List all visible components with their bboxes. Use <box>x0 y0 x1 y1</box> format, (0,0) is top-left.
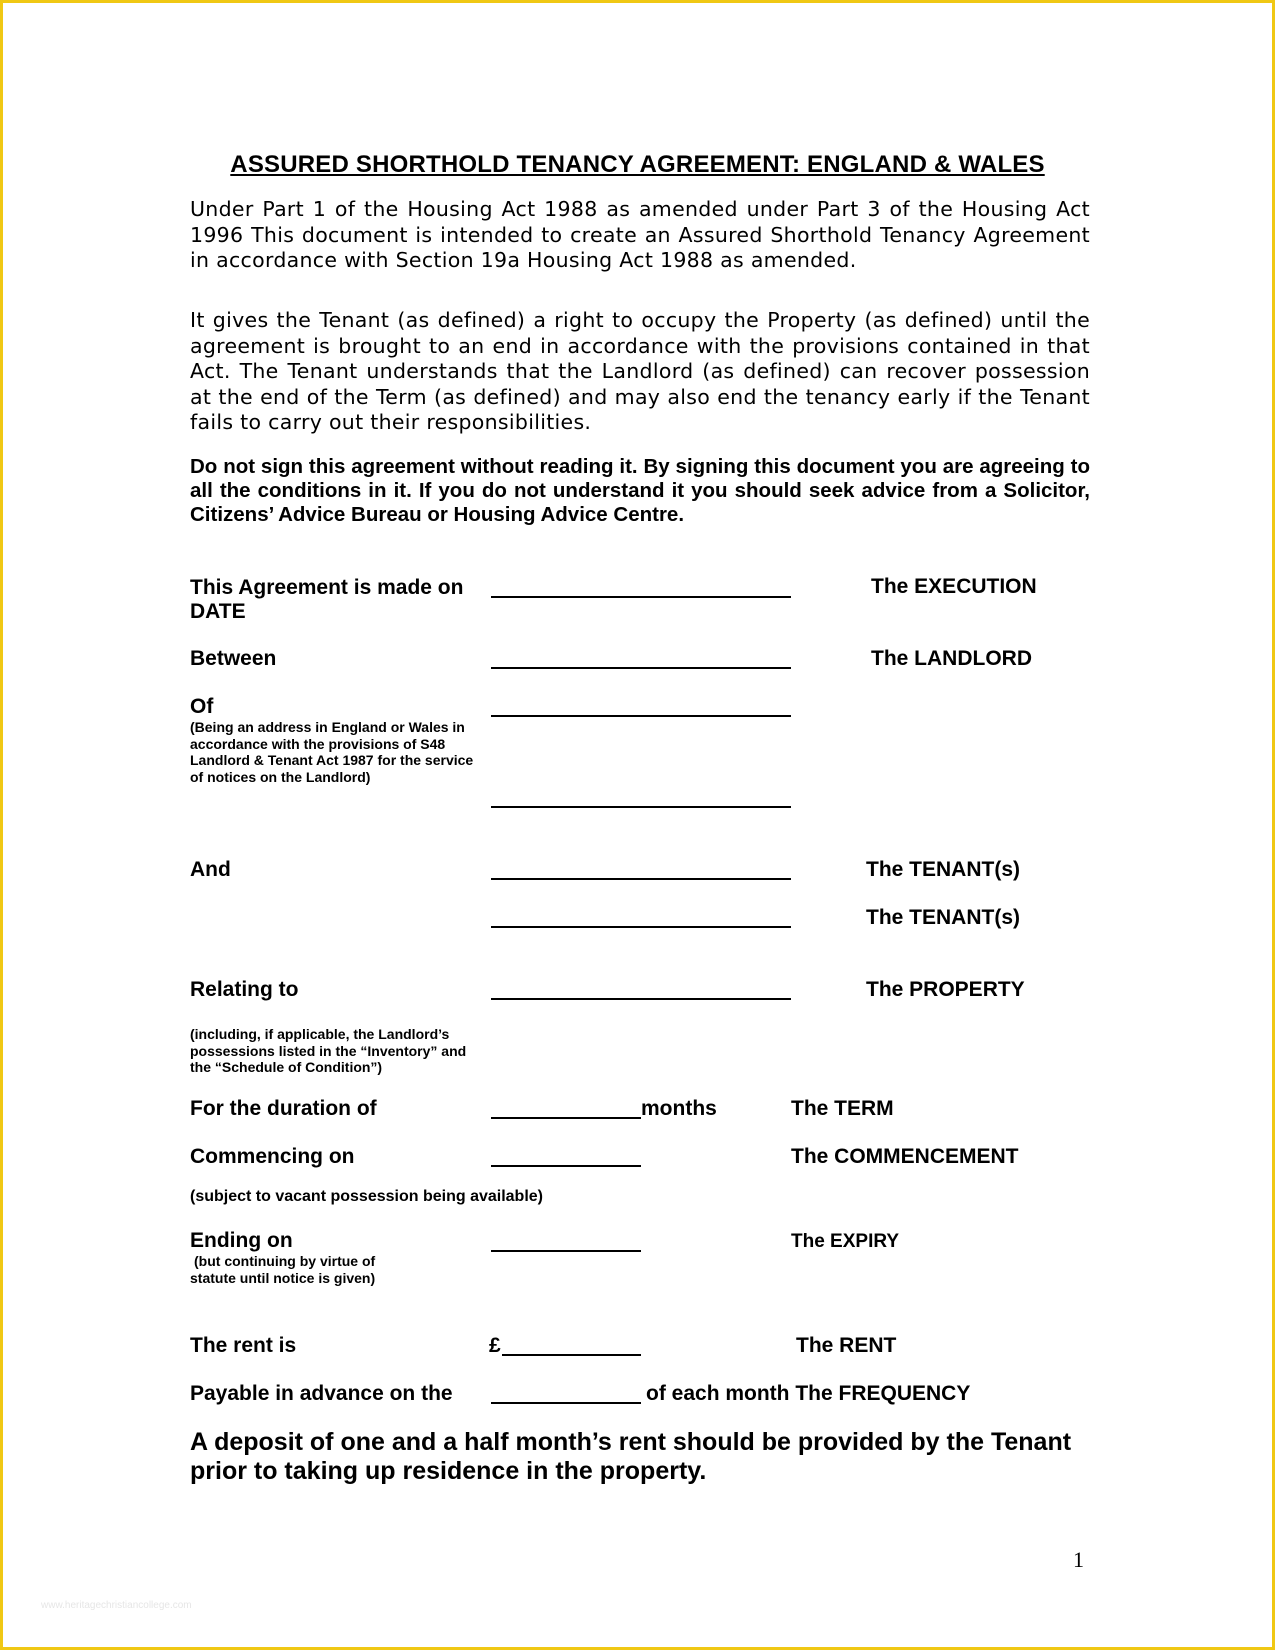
rent-label: The rent is <box>190 1334 297 1357</box>
between-label: Between <box>190 647 277 670</box>
currency-symbol: £ <box>489 1334 501 1357</box>
and-label: And <box>190 858 231 881</box>
page-number: 1 <box>1073 1547 1084 1572</box>
rent-line[interactable] <box>502 1354 641 1356</box>
address-line-2[interactable] <box>491 806 791 808</box>
ending-note-line-1: (but continuing by virtue of <box>194 1253 376 1269</box>
commencing-label: Commencing on <box>190 1145 355 1168</box>
commencement-line[interactable] <box>491 1165 641 1167</box>
duration-line[interactable] <box>491 1117 641 1119</box>
relating-to-label: Relating to <box>190 978 299 1001</box>
frequency-line[interactable] <box>491 1402 641 1404</box>
date-line[interactable] <box>491 596 791 598</box>
payable-label: Payable in advance on the <box>190 1382 453 1405</box>
date-label: DATE <box>190 600 246 623</box>
made-on-label: This Agreement is made on <box>190 576 464 599</box>
months-label: months <box>641 1097 717 1120</box>
deposit-notice: A deposit of one and a half month’s rent should be provided by the Tenant prior to taking up residence in the property. <box>190 1428 1072 1485</box>
commencement-term: The COMMENCEMENT <box>791 1145 1019 1168</box>
landlord-line[interactable] <box>491 667 791 669</box>
frequency-term: of each month The FREQUENCY <box>646 1382 971 1405</box>
expiry-line[interactable] <box>491 1250 641 1252</box>
property-term: The PROPERTY <box>866 978 1025 1001</box>
watermark: www.heritagechristiancollege.com <box>41 1600 192 1611</box>
vacant-possession-note: (subject to vacant possession being available) <box>190 1188 543 1205</box>
tenant-term-1: The TENANT(s) <box>866 858 1020 881</box>
execution-term: The EXECUTION <box>871 575 1037 598</box>
ending-note-line-2: statute until notice is given) <box>190 1270 376 1286</box>
property-note: (including, if applicable, the Landlord’s possessions listed in the “Inventory” and the “Schedule of Condition”) <box>190 1026 467 1075</box>
tenant-term-2: The TENANT(s) <box>866 906 1020 929</box>
tenant-line-1[interactable] <box>491 878 791 880</box>
property-line[interactable] <box>491 998 791 1000</box>
address-line-1[interactable] <box>491 715 791 717</box>
term-term: The TERM <box>791 1097 894 1120</box>
intro-paragraph-2: It gives the Tenant (as defined) a right to occupy the Property (as defined) until the agreement is brought to an end in accordance with the provisions contained in that Act. The Tenant understands that the Landlord (as defined) can recover possession at the end of the Term (as defined) and may also end the tenancy early if the Tenant fails to carry out their responsibilities. <box>190 308 1090 434</box>
ending-label: Ending on <box>190 1229 293 1252</box>
expiry-term: The EXPIRY <box>791 1231 900 1252</box>
duration-label: For the duration of <box>190 1097 377 1120</box>
intro-paragraph-1: Under Part 1 of the Housing Act 1988 as amended under Part 3 of the Housing Act 1996 This document is intended to create an Assured Shorthold Tenancy Agreement in accordance with Section 19a Housing Act 1988 as amended. <box>190 197 1090 272</box>
address-note: (Being an address in England or Wales in accordance with the provisions of S48 Landlord & Tenant Act 1987 for the service of notices on the Landlord) <box>190 719 474 785</box>
document-title: ASSURED SHORTHOLD TENANCY AGREEMENT: ENGLAND & WALES <box>230 151 1045 178</box>
warning-notice: Do not sign this agreement without reading it. By signing this document you are agreeing to all the conditions in it. If you do not understand it you should seek advice from a Solicitor, Citizens’ Advice Bureau or Housing Advice Centre. <box>190 455 1090 526</box>
rent-term: The RENT <box>796 1334 897 1357</box>
tenant-line-2[interactable] <box>491 926 791 928</box>
of-label: Of <box>190 695 214 718</box>
landlord-term: The LANDLORD <box>871 647 1032 670</box>
